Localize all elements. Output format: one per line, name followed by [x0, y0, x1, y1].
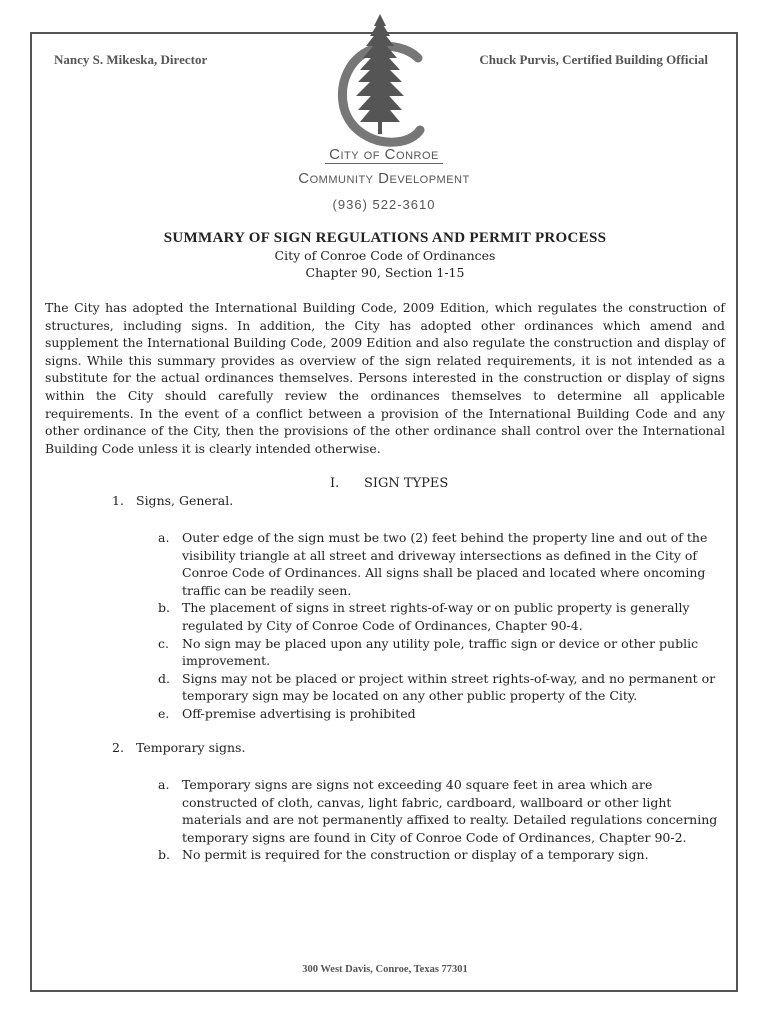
document-subtitle-code: City of Conroe Code of Ordinances [274, 248, 496, 263]
list-item: c. No sign may be placed upon any utility pole, traffic sign or device or other public improvement. [158, 635, 699, 669]
item-number: 1. [112, 493, 124, 508]
document-title: SUMMARY OF SIGN REGULATIONS AND PERMIT PROCESS [163, 230, 607, 246]
item-title: Temporary signs. [136, 740, 246, 755]
item-title: Signs, General. [136, 493, 234, 508]
list-item: e. Off-premise advertising is prohibited [158, 705, 416, 721]
document-subtitle-chapter: Chapter 90, Section 1-15 [305, 265, 465, 280]
intro-paragraph: The City has adopted the International Building Code, 2009 Edition, which regulates the construction of structures, including signs. In addition, the City has adopted other ordinances which amend and supplement the International Building Code, 2009 Edition and also regulate the construction and display of signs. While this summary provides as overview of the sign related requirements, it is not intended as a substitute for the actual ordinances themselves. Persons interested in the construction or display of signs within the City should carefully review the ordinances themselves to determine all applicable requirements. In the event of a conflict between a provision of the International Building Code and any other ordinance of the City, then the provisions of the other ordinance shall control over the International Building Code unless it is clearly intended otherwise. [45, 300, 725, 456]
footer-address: 300 West Davis, Conroe, Texas 77301 [302, 964, 468, 975]
list-item: a. Outer edge of the sign must be two (2) feet behind the property line and out of the visibility triangle at all street and driveway intersections as defined in the City of Conroe Code of Ordinances. All signs shall be placed and located where oncoming traffic can be readily seen. [158, 530, 708, 598]
section-numeral: I. [330, 476, 340, 491]
subitem-list [158, 529, 728, 723]
list-item: b. The placement of signs in street rights-of-way or on public property is generally regulated by City of Conroe Code of Ordinances, Chapter 90-4. [158, 600, 690, 633]
item-heading [112, 493, 233, 508]
pine-tree-c-logo-icon [320, 10, 440, 150]
subitem-list [158, 776, 728, 864]
org-name-line1: City of Conroe [278, 146, 490, 163]
list-item: d. Signs may not be placed or project within street rights-of-way, and no permanent or temporary sign may be located on any other public property of the City. [158, 670, 716, 704]
item-heading [112, 740, 245, 755]
org-name-line2: Community Development [298, 170, 470, 187]
list-item: b. No permit is required for the construction or display of a temporary sign. [158, 847, 649, 863]
building-official-name: Chuck Purvis, Certified Building Official [479, 52, 708, 67]
list-item: a. Temporary signs are signs not exceeding 40 square feet in area which are constructed of cloth, canvas, light fabric, cardboard, wallboard or other light materials and are not permanently affixed to realty. Detailed regulations concerning temporary signs are found in City of Conroe Code of Ordinances, Chapter 90-2. [158, 777, 718, 845]
item-number: 2. [112, 740, 124, 755]
section-title: SIGN TYPES [364, 476, 449, 491]
section-heading [330, 476, 448, 491]
director-name: Nancy S. Mikeska, Director [54, 52, 208, 67]
phone-number: (936) 522-3610 [332, 197, 436, 212]
